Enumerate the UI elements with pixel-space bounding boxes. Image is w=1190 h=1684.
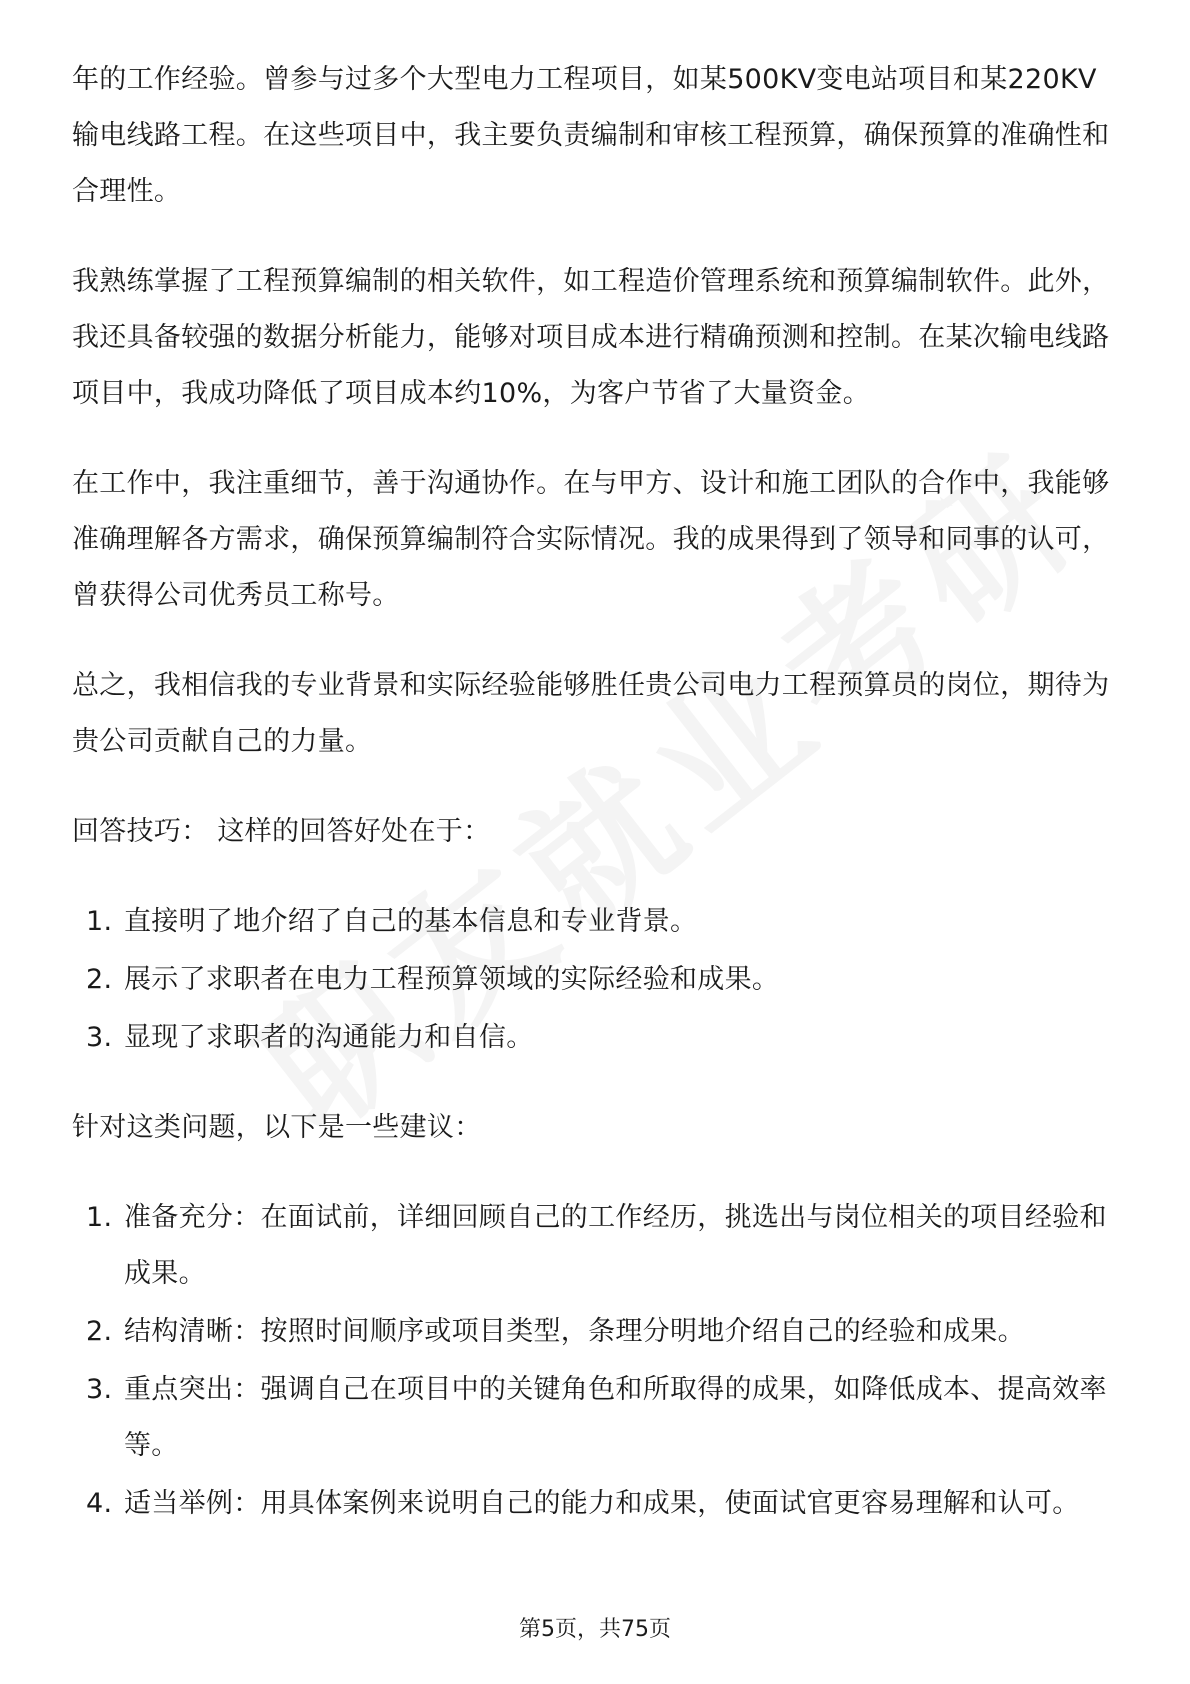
list-number: 2. — [86, 964, 113, 995]
paragraph-conclusion: 总之，我相信我的专业背景和实际经验能够胜任贵公司电力工程预算员的岗位，期待为贵公司贡献自己的力量。 — [72, 670, 1110, 757]
tips-heading: 回答技巧： 这样的回答好处在于： — [72, 816, 491, 847]
list-item-text: 显现了求职者的沟通能力和自信。 — [124, 1022, 534, 1053]
list-item — [72, 1190, 1117, 1302]
page-number-footer: 第5页，共75页 — [519, 1617, 671, 1642]
list-number: 2. — [86, 1316, 113, 1347]
list-number: 4. — [86, 1488, 113, 1519]
list-item-text: 重点突出：强调自己在项目中的关键角色和所取得的成果，如降低成本、提高效率等。 — [124, 1374, 1107, 1461]
list-number: 3. — [86, 1022, 113, 1053]
tips-list — [72, 894, 1117, 1066]
list-item — [72, 1362, 1117, 1474]
list-item — [72, 952, 1117, 1008]
list-item-text: 直接明了地介绍了自己的基本信息和专业背景。 — [124, 906, 698, 937]
list-item-text: 适当举例：用具体案例来说明自己的能力和成果，使面试官更容易理解和认可。 — [124, 1488, 1080, 1519]
list-number: 1. — [86, 906, 113, 937]
document-body — [72, 52, 1117, 1566]
list-item — [72, 1304, 1117, 1360]
list-item-text: 结构清晰：按照时间顺序或项目类型，条理分明地介绍自己的经验和成果。 — [124, 1316, 1025, 1347]
list-item — [72, 1010, 1117, 1066]
list-item — [72, 894, 1117, 950]
list-item — [72, 1476, 1117, 1532]
paragraph-skills: 我熟练掌握了工程预算编制的相关软件，如工程造价管理系统和预算编制软件。此外，我还具备较强的数据分析能力，能够对项目成本进行精确预测和控制。在某次输电线路项目中，我成功降低了项目成本约10%，为客户节省了大量资金。 — [72, 266, 1110, 409]
advice-list — [72, 1190, 1117, 1532]
paragraph-teamwork: 在工作中，我注重细节，善于沟通协作。在与甲方、设计和施工团队的合作中，我能够准确理解各方需求，确保预算编制符合实际情况。我的成果得到了领导和同事的认可，曾获得公司优秀员工称号。 — [72, 468, 1110, 611]
paragraph-experience: 年的工作经验。曾参与过多个大型电力工程项目，如某500KV变电站项目和某220KV输电线路工程。在这些项目中，我主要负责编制和审核工程预算，确保预算的准确性和合理性。 — [72, 64, 1110, 207]
list-item-text: 准备充分：在面试前，详细回顾自己的工作经历，挑选出与岗位相关的项目经验和成果。 — [124, 1202, 1107, 1289]
list-number: 1. — [86, 1202, 113, 1233]
list-item-text: 展示了求职者在电力工程预算领域的实际经验和成果。 — [124, 964, 780, 995]
list-number: 3. — [86, 1374, 113, 1405]
advice-heading: 针对这类问题，以下是一些建议： — [72, 1112, 482, 1143]
